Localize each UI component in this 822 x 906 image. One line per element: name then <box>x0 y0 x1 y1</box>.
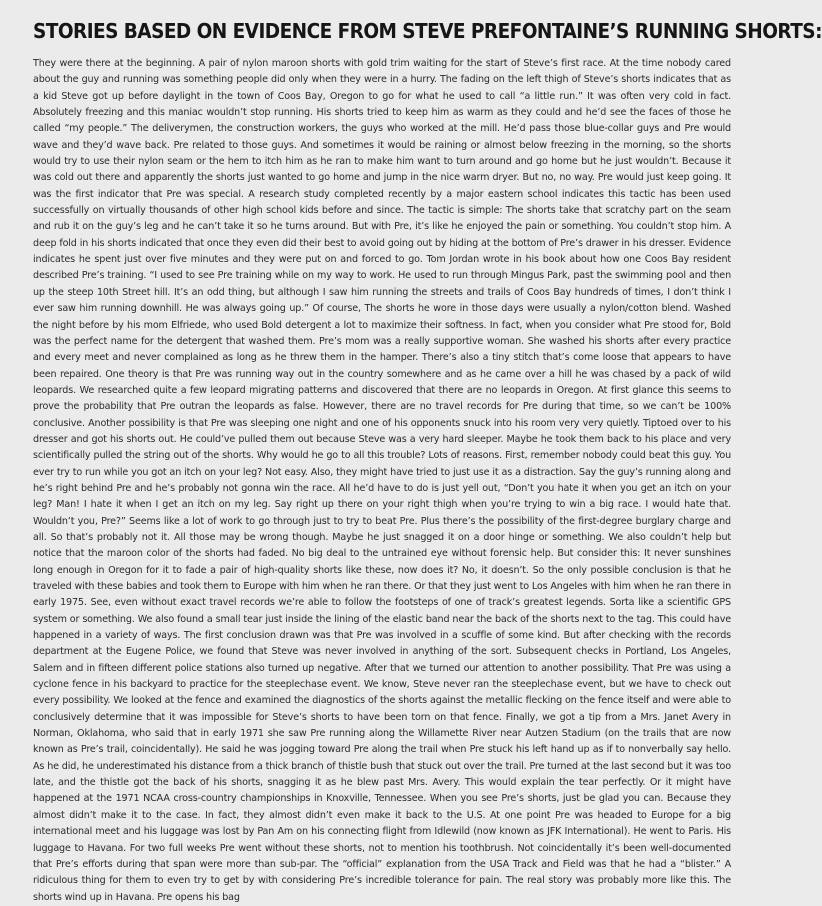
document-body-text: They were there at the beginning. A pair of nylon maroon shorts with gold trim waiting for the start of Steve’s first race. At the time nobody cared about the guy and running was something people did only when they were in a hurry. The fading on the left thigh of Steve’s shorts indicates that as a kid Steve got up before daylight in the town of Coos Bay, Oregon to go for what he used to call “a little run.” It was often very cold in fact. Absolutely freezing and this maniac wouldn’t stop running. His shorts tried to keep him as warm as they could and he’d see the faces of those he called “my people.” The deliverymen, the construction workers, the guys who worked at the mill. He’d pass those blue-collar guys and Pre would wave and they’d wave back. Pre related to those guys. And sometimes it would be raining or almost below freezing in the morning, so the shorts would try to use their nylon seam or the hem to itch him as he ran to make him want to turn around and go home but he just wouldn’t. Because it was cold out there and apparently the shorts just wanted to go home and jump in the nice warm dryer. But no, no way. Pre would just keep going. It was the first indicator that Pre was special. A research study completed recently by a major eastern school indicates this tactic has been used successfully on virtually thousands of other high school kids before and since. The tactic is simple: The shorts take that scratchy part on the seam and rub it on the guy’s leg and he can’t take it so he turns around. But with Pre, it’s like he enjoyed the pain or something. You couldn’t stop him. A deep fold in his shorts indicated that once they even did their best to avoid going out by hiding at the bottom of Pre’s drawer in his dresser. Evidence indicates he spent just over five minutes and they were put on and forced to go. Tom Jordan wrote in his book about how one Coos Bay resident described Pre’s training. “I used to see Pre training while on my way to work. He used to run through Mingus Park, past the swimming pool and then up the steep 10th Street hill. It’s an odd thing, but although I saw him running the streets and trails of Coos Bay hundreds of times, I don’t think I ever saw him running downhill. He was always going up.” Of course, The shorts he wore in those days were usually a nylon/cotton blend. Washed the night before by his mom Elfriede, who used Bold detergent a lot to maximize their softness. In fact, when you consider what Pre stood for, Bold was the perfect name for the detergent that washed them. Pre’s mom was a really supportive woman. She washed his shorts after every practice and every meet and never complained as long as he threw them in the hamper. There’s also a tiny stitch that’s come loose that appears to have been repaired. One theory is that Pre was running way out in the country somewhere and as he came over a hill he was chased by a pack of wild leopards. We researched quite a few leopard migrating patterns and discovered that there are no leopards in Oregon. At first glance this seems to prove the probability that Pre outran the leopards as false. However, there are no travel records for Pre during that time, so we can’t be 100% conclusive. Another possibility is that Pre was sleeping one night and one of his opponents snuck into his room very very quietly. Tiptoed over to his dresser and got his shorts out. He could’ve pulled them out because Steve was a very hard sleeper. Maybe he took them back to his place and very scientifically pulled the string out of the shorts. Why would he go to all this trouble? Lots of reasons. First, remember nobody could beat this guy. You ever try to run while you got an itch on your leg? Not easy. Also, they might have tried to just use it as a distraction. Say the guy’s running along and he’s right behind Pre and he’s probably not gonna win the race. All he’d have to do is just yell out, “Don’t you hate it when you get an itch on your leg? Man! I hate it when I get an itch on my leg. Say right up there on your right thigh when you’re trying to win a big race. I would hate that. Wouldn’t you, Pre?” Seems like a lot of work to go through just to try to beat Pre. Plus there’s the possibility of the first-degree burglary charge and all. So that’s probably not it. All those may be wrong though. Maybe he just snagged it on a door hinge or something. We also couldn’t help but notice that the maroon color of the shorts had faded. No big deal to the untrained eye without forensic help. But consider this: It never sunshines long enough in Oregon for it to fade a pair of high-quality shorts like these, now does it? No, it doesn’t. So the only possible conclusion is that he traveled with these babies and took them to Europe with him when he ran there. Or that they just went to Los Angeles with him when he ran there in early 1975. See, even without exact travel records we’re able to follow the footsteps of one of track’s greatest legends. Sorta like a scientific GPS system or something. We also found a small tear just inside the lining of the elastic band near the back of the shorts next to the tag. This could have happened in a variety of ways. The first conclusion drawn was that Pre was involved in a scuffle of some kind. But after checking with the records department at the Eugene Police, we found that Steve was never involved in anything of the sort. Subsequent checks in Portland, Los Angeles, Salem and in fifteen different police stations also turned up negative. After that we turned our attention to another possibility. That Pre was using a cyclone fence in his backyard to practice for the steeplechase event. We know, Steve never ran the steeplechase event, but we have to check out every possibility. We looked at the fence and examined the diagnostics of the shorts against the metallic flecking on the fence itself and were able to conclusively determine that it was impossible for Steve’s shorts to have been torn on that fence. Finally, we got a tip from a Mrs. Janet Avery in Norman, Oklahoma, who said that in early 1971 she saw Pre running along the Willamette River near Autzen Stadium (on the trails that are now known as Pre’s trail, coincidentally). He said he was jogging toward Pre along the trail when Pre stuck his left hand up as if to nonverbally say hello. As he did, he underestimated his distance from a thick branch of thistle bush that stuck out over the trail. Pre turned at the last second but it was too late, and the thistle got the back of his shorts, snagging it as he blew past Mrs. Avery. This would explain the tear perfectly. Or it might have happened at the 1971 NCAA cross-country championships in Knoxville, Tennessee. When you see Pre’s shorts, just be glad you can. Because they almost didn’t make it to the case. In fact, they almost didn’t even make it back to the U.S. At one point Pre was headed to Europe for a big international meet and his luggage was lost by Pan Am on his connecting flight from Idlewild (now known as JFK International). He went to Paris. His luggage to Havana. For two full weeks Pre went without these shorts, not to mention his toothbrush. Not coincidentally it’s been well-documented that Pre’s efforts during that span were more than sub-par. The “official” explanation from the USA Track and Field was that he had a “blister.” A ridiculous thing for them to even try to get by with considering Pre’s incredible tolerance for pain. The real story was probably more like this. The shorts wind up in Havana. Pre opens his bag <box>33 58 731 903</box>
document-headline: STORIES BASED ON EVIDENCE FROM STEVE PREFONTAINE’S RUNNING SHORTS: <box>33 19 822 43</box>
